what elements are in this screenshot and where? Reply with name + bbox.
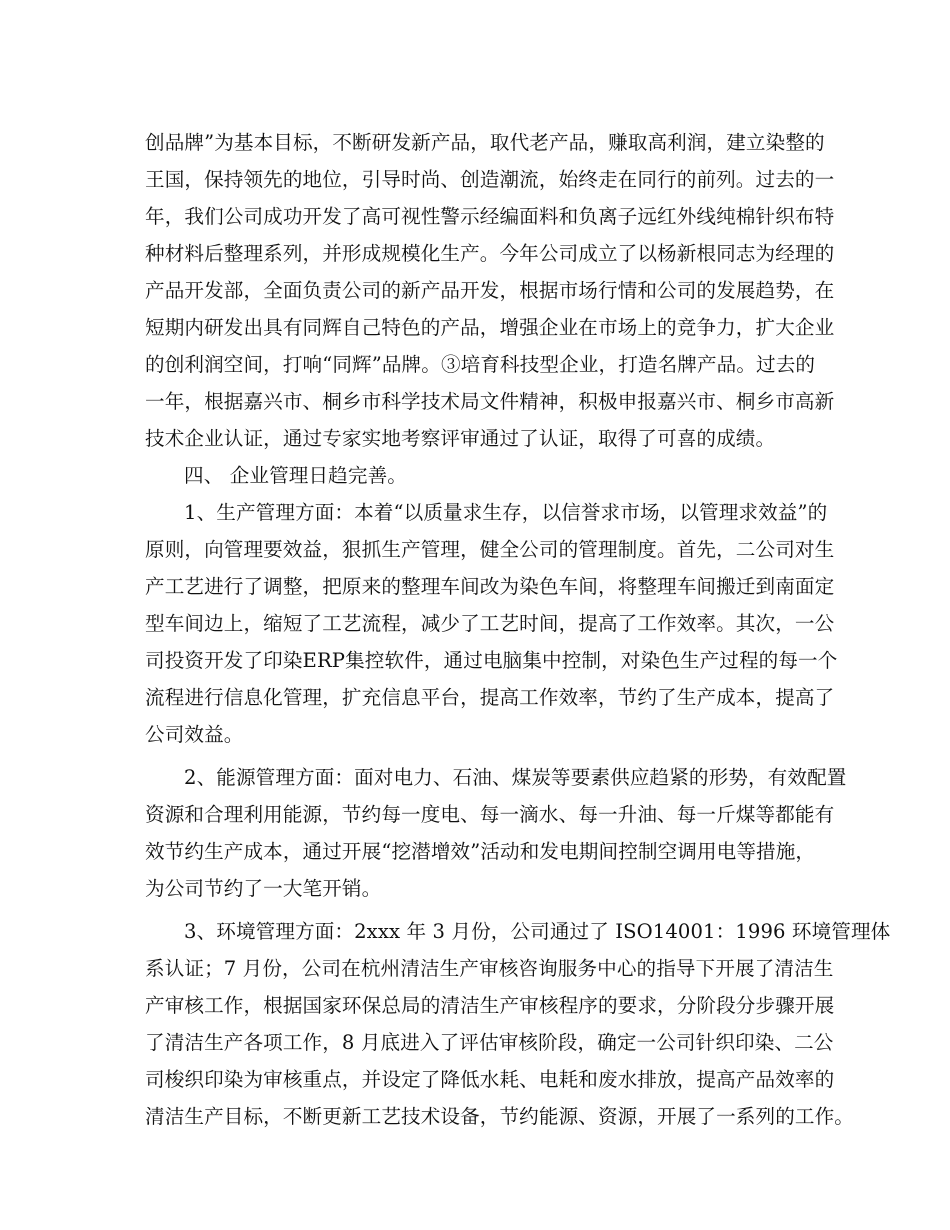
text-line: 产品开发部，全面负责公司的新产品开发，根据市场行情和公司的发展趋势，在: [145, 279, 835, 302]
text-line: 技术企业认证，通过专家实地考察评审通过了认证，取得了可喜的成绩。: [145, 427, 776, 450]
text-line: 效节约生产成本，通过开展“挖潜增效”活动和发电期间控制空调用电等措施，: [145, 840, 816, 863]
text-line: 流程进行信息化管理，扩充信息平台，提高工作效率，节约了生产成本，提高了: [145, 686, 835, 709]
text-line: 王国，保持领先的地位，引导时尚、创造潮流，始终走在同行的前列。过去的一: [145, 168, 835, 191]
text-line: 型车间边上，缩短了工艺流程，减少了工艺时间，提高了工作效率。其次，一公: [145, 612, 835, 635]
text-line: 创品牌”为基本目标，不断研发新产品，取代老产品，赚取高利润，建立染整的: [145, 131, 825, 154]
paragraph-production-management: [145, 494, 838, 753]
text-line: 司投资开发了印染ERP集控软件，通过电脑集中控制，对染色生产过程的每一个: [145, 649, 838, 672]
text-line: 司梭织印染为审核重点，并设定了降低水耗、电耗和废水排放，提高产品效率的: [145, 1068, 835, 1091]
text-line: 系认证；7 月份，公司在杭州清洁生产审核咨询服务中心的指导下开展了清洁生: [145, 957, 834, 980]
text-line: 产工艺进行了调整，把原来的整理车间改为染色车间，将整理车间搬迁到南面定: [145, 575, 835, 598]
text-line: 3、环境管理方面：2xxx 年 3 月份，公司通过了 ISO14001：1996 环境管理体: [184, 920, 891, 943]
text-line: 种材料后整理系列，并形成规模化生产。今年公司成立了以杨新根同志为经理的: [145, 242, 835, 265]
text-line: 公司效益。: [145, 723, 244, 746]
text-line: 短期内研发出具有同辉自己特色的产品，增强企业在市场上的竞争力，扩大企业: [145, 316, 835, 339]
text-line: 原则，向管理要效益，狠抓生产管理，健全公司的管理制度。首先，二公司对生: [145, 538, 835, 561]
text-line: 产审核工作，根据国家环保总局的清洁生产审核程序的要求，分阶段分步骤开展: [145, 994, 835, 1017]
text-line: 资源和合理利用能源，节约每一度电、每一滴水、每一升油、每一斤煤等都能有: [145, 803, 835, 826]
paragraph-1: [145, 124, 835, 457]
text-line: 2、能源管理方面：面对电力、石油、煤炭等要素供应趋紧的形势，有效配置: [184, 766, 847, 789]
heading-text: 四、 企业管理日趋完善。: [184, 464, 407, 487]
paragraph-energy-management: [145, 759, 847, 907]
section-heading: [145, 457, 810, 494]
text-line: 了清洁生产各项工作，8 月底进入了评估审核阶段，确定一公司针织印染、二公: [145, 1031, 834, 1054]
text-line: 年，我们公司成功开发了高可视性警示经编面料和负离子远红外线纯棉针织布特: [145, 205, 835, 228]
text-line: 一年，根据嘉兴市、桐乡市科学技术局文件精神，积极申报嘉兴市、桐乡市高新: [145, 390, 835, 413]
text-line: 的创利润空间，打响“同辉”品牌。③培育科技型企业，打造名牌产品。过去的: [145, 353, 816, 376]
text-line: 1、生产管理方面：本着“以质量求生存，以信誉求市场，以管理求效益”的: [184, 501, 828, 524]
text-line: 清洁生产目标，不断更新工艺技术设备，节约能源、资源，开展了一系列的工作。: [145, 1105, 854, 1128]
text-line: 为公司节约了一大笔开销。: [145, 877, 382, 900]
paragraph-environment-management: [145, 913, 891, 1135]
